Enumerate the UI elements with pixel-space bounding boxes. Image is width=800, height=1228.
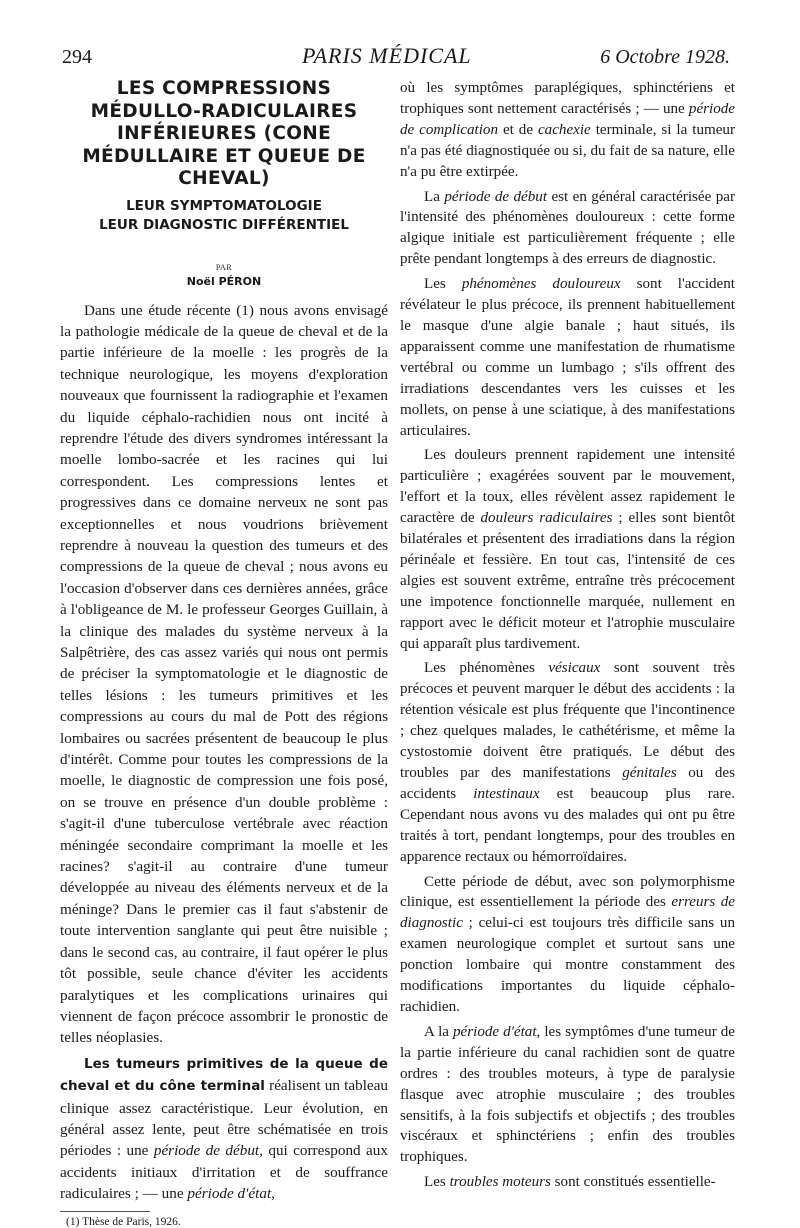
byline-par: PAR [215,262,233,272]
paragraph-tumeurs: Les tumeurs primitives de la queue de cheval et du cône terminal réalisent un tableau clinique assez caractéristique. Leur évolution, en général assez lente, peut être schématisée en trois périodes : une période de début, qui correspond aux accidents initiaux d'irritation et de souffrance radiculaires ; — une période d'état, [60,1055,389,1203]
left-column [60,78,388,1228]
paragraph-douleurs: Les douleurs prennent rapidement une intensité particulière ; exagérées souvent par le mouvement, l'effort et la toux, elles révèlent assez rapidement le caractère de douleurs radiculaires ; elles sont bientôt bilatérales et présentent des irradiations dans la région périnéale et fessière. En tout cas, l'intensité de ces algies est souvent extrême, entraîne très précocement une impotence fonctionnelle marquée, nullement en rapport avec le déficit moteur et l'atrophie musculaire qui apparaît plus tardivement. [400,447,735,652]
paragraph-troubles-moteurs: Les troubles moteurs sont constitués essentielle- [424,1174,716,1191]
issue-date: 6 Octobre 1928. [600,46,730,68]
paragraph-vesicaux: Les phénomènes vésicaux sont souvent très précoces et peuvent marquer le début des accidents : la rétention vésicale est plus fréquente que l'incontinence ; chez quelques malades, le cathétérisme, et même la cystostomie doivent être pratiqués. Le début des troubles par des manifestations génitales ou des accidents intestinaux est beaucoup plus rare. Cependant nous avons vu des malades qui ont pu être traités à tort, pendant longtemps, pour des troubles en apparence rectaux ou hémorroïdaires. [400,660,735,865]
subtitle-line-2: LEUR DIAGNOSTIC DIFFÉRENTIEL [99,216,349,233]
running-header [62,40,730,70]
article-title: LES COMPRESSIONS MÉDULLO-RADICULAIRES INFÉRIEURES (CONE MÉDULLAIRE ET QUEUE DE CHEVAL) [82,78,366,189]
author-name: Noël PÉRON [186,274,262,288]
paragraph-intro: Dans une étude récente (1) nous avons envisagé la pathologie médicale de la queue de cheval et de la partie inférieure de la moelle : les progrès de la technique neurologique, les moyens d'exploration nouveaux que fournissent la radiographie et l'examen du liquide céphalo-rachidien nous ont incité à reprendre l'étude des divers syndromes intéressant la moelle lombo-sacrée et les racines qui lui correspondent. Les compressions lentes et progressives dans ce domaine nerveux ne sont pas exceptionnelles et nous voudrions brièvement reprendre à nouveau la question des tumeurs et des compressions de la queue de cheval ; nous avons eu l'occasion d'observer dans ces dernières années, grâce à l'obligeance de M. le professeur Georges Guillain, à la clinique des malades du système nerveux à la Salpêtrière, des cas assez variés qui nous ont permis de préciser la symptomatologie et le diagnostic de telles lésions : les tumeurs primitives et les compressions au cours du mal de Pott des régions lombaires ou sacrées présentent de beaucoup le plus d'intérêt. Comme pour toutes les compressions de la moelle, le diagnostic de compression une fois posé, on se trouve en présence d'un double problème : s'agit-il d'une tuberculose vertébrale avec réaction méningée secondaire comprimant la moelle et les racines? s'agit-il au contraire d'une tumeur développée au niveau des éléments nerveux et de la méninge? Dans le premier cas il faut s'abstenir de toute intervention sanglante qui peut être nuisible ; dans le second cas, au contraire, il faut opérer le plus tôt possible, seule chance d'éviter les accidents paralytiques et les complications urinaires qui viennent de façon précoce assombrir le pronostic de telles néoplasies. [60,301,388,1047]
paragraph-periode-etat: A la période d'état, les symptômes d'une tumeur de la partie inférieure du canal rachidien sont de quatre ordres : des troubles moteurs, à type de paralysie flasque avec atrophie musculaire ; des troubles sensitifs, à la fois subjectifs et objectifs ; des troubles viscéraux et sphinctériens ; enfin des troubles trophiques. [400,1023,735,1166]
right-column [400,78,735,1193]
article-subtitle [60,197,388,235]
paragraph-periode-debut: La période de début est en général caractérisée par l'intensité des phénomènes douloureux : cette forme algique initiale est particulièrement fréquente ; elle prête pendant longtemps à des erreurs de diagnostic. [400,188,735,268]
subtitle-line-1: LEUR SYMPTOMATOLOGIE [126,197,322,214]
footnote: (1) Thèse de Paris, 1926. [66,1215,181,1228]
journal-title: PARIS MÉDICAL [302,43,472,68]
paragraph-continuation: où les symptômes paraplégiques, sphinctériens et trophiques sont nettement caractérisés ; — une période de complication et de cachexie terminale, si la tumeur n'a pas été diagnostiquée ou si, du fait de sa nature, elle n'a pu être extirpée. [400,80,736,180]
paragraph-erreurs-diagnostic: Cette période de début, avec son polymorphisme clinique, est essentiellement la période des erreurs de diagnostic ; celui-ci est toujours très difficile sans un examen neurologique complet et surtout sans une ponction lombaire qui montre constamment des modifications importantes du liquide céphalo-rachidien. [400,873,736,1015]
footnote-divider [60,1211,150,1212]
paragraph-lead: Les tumeurs primitives de la queue de cheval et du cône terminal [60,1055,388,1095]
page-number: 294 [62,46,92,68]
paragraph-phenomenes-douloureux: Les phénomènes douloureux sont l'accident révélateur le plus précoce, ils prennent habituellement le masque d'une algie banale ; haut situés, ils apparaissent comme une manifestation de rhumatisme vertébral ou comme un lumbago ; s'ils offrent des irradiations descendantes vers les cuisses et les mollets, on pense à une sciatique, à des manifestations articulaires. [400,276,735,439]
